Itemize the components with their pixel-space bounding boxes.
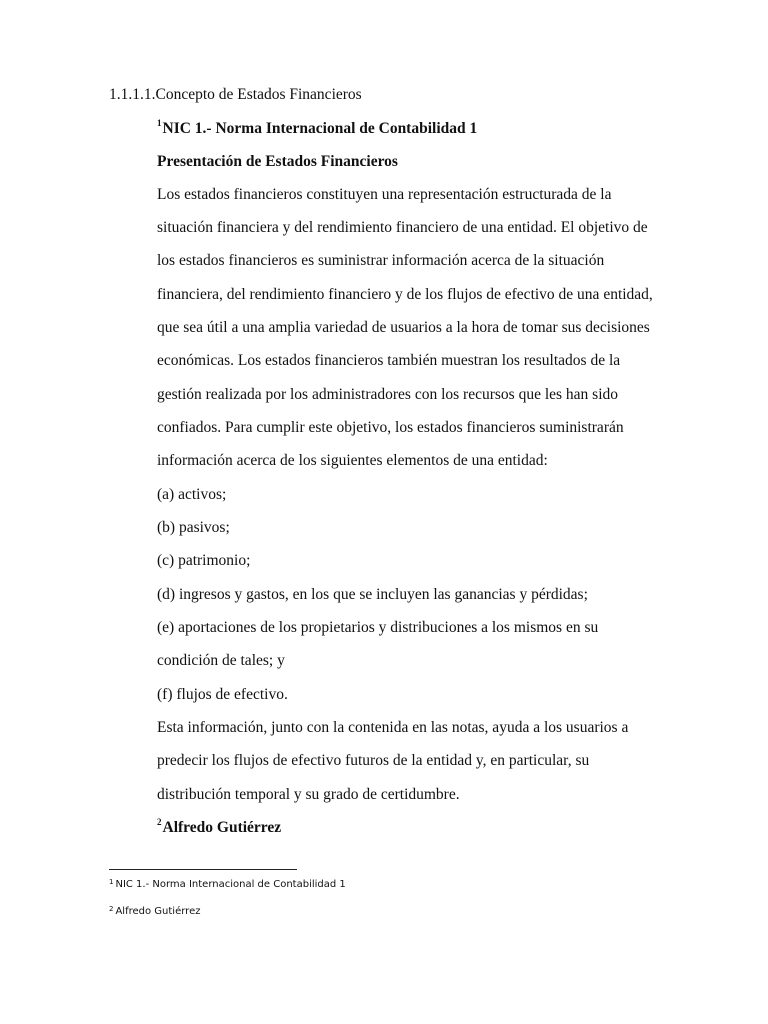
section-heading: 1.1.1.1.Concepto de Estados Financieros (109, 86, 362, 103)
footnote-2-mark: 2 (109, 905, 114, 913)
paragraph-line: que sea útil a una amplia variedad de usuarios a la hora de tomar sus decisiones (157, 319, 650, 336)
footnote-1-mark: 1 (109, 878, 114, 886)
list-item: (e) aportaciones de los propietarios y distribuciones a los mismos en su (157, 619, 599, 636)
paragraph-line: confiados. Para cumplir este objetivo, los estados financieros suministrarán (157, 419, 624, 436)
paragraph-line: financiera, del rendimiento financiero y de los flujos de efectivo de una entidad, (157, 286, 653, 303)
closing-line: distribución temporal y su grado de certidumbre. (157, 786, 460, 803)
paragraph-line: económicas. Los estados financieros también muestran los resultados de la (157, 352, 621, 369)
author-name: Alfredo Gutiérrez (162, 819, 282, 836)
footnote-ref-2[interactable]: 2 (157, 817, 162, 827)
list-item: condición de tales; y (157, 652, 285, 669)
list-item: (b) pasivos; (157, 519, 230, 536)
paragraph-line: Los estados financieros constituyen una representación estructurada de la (157, 186, 612, 203)
closing-line: predecir los flujos de efectivo futuros de la entidad y, en particular, su (157, 752, 590, 769)
footnote-1 (109, 878, 346, 892)
paragraph-line: situación financiera y del rendimiento financiero de una entidad. El objetivo de (157, 219, 648, 236)
closing-line: Esta información, junto con la contenida en las notas, ayuda a los usuarios a (157, 719, 629, 736)
nic-title: NIC 1.- Norma Internacional de Contabilidad 1 (162, 120, 478, 137)
list-item: (f) flujos de efectivo. (157, 686, 288, 703)
footnote-2 (109, 905, 200, 919)
list-item: (d) ingresos y gastos, en los que se incluyen las ganancias y pérdidas; (157, 586, 588, 603)
presentation-title: Presentación de Estados Financieros (157, 153, 398, 170)
author-line (157, 818, 281, 838)
footnote-2-text: Alfredo Gutiérrez (115, 906, 201, 917)
list-item: (c) patrimonio; (157, 552, 251, 569)
paragraph-line: los estados financieros es suministrar información acerca de la situación (157, 252, 605, 269)
footnote-1-text: NIC 1.- Norma Internacional de Contabilidad 1 (115, 879, 346, 890)
footnote-ref-1[interactable]: 1 (157, 118, 162, 128)
nic-title-line (157, 119, 477, 139)
paragraph-line: información acerca de los siguientes elementos de una entidad: (157, 452, 548, 469)
footnote-separator (109, 869, 297, 870)
paragraph-line: gestión realizada por los administradores con los recursos que les han sido (157, 386, 619, 403)
list-item: (a) activos; (157, 486, 227, 503)
